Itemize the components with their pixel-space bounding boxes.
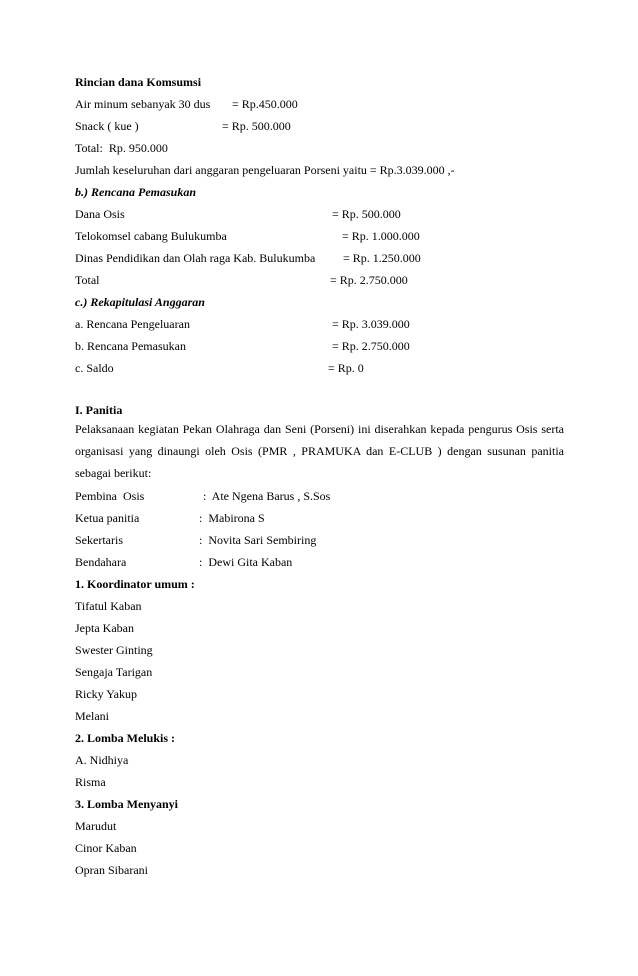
pemasukan-item-value: = Rp. 1.250.000 [343,251,421,265]
list-item: Cinor Kaban [75,841,137,855]
list-item: Tifatul Kaban [75,599,142,613]
pemasukan-heading: b.) Rencana Pemasukan [75,185,197,199]
list-item: A. Nidhiya [75,753,129,767]
pemasukan-item-label: Telokomsel cabang Bulukumba [75,229,227,243]
pemasukan-total-label: Total [75,273,100,287]
list-item: Jepta Kaban [75,621,134,635]
role-name: : Dewi Gita Kaban [199,555,293,569]
konsumsi-heading: Rincian dana Komsumsi [75,75,202,89]
role-label: Pembina Osis [75,489,145,503]
role-name: : Mabirona S [199,511,265,525]
role-name: : Novita Sari Sembiring [199,533,317,547]
rekap-heading: c.) Rekapitulasi Anggaran [75,295,205,309]
menyanyi-heading: 3. Lomba Menyanyi [75,797,179,811]
list-item: Swester Ginting [75,643,153,657]
rekap-item-label: c. Saldo [75,361,114,375]
koordinator-heading: 1. Koordinator umum : [75,577,195,591]
pemasukan-item-value: = Rp. 1.000.000 [342,229,420,243]
rekap-item-value: = Rp. 3.039.000 [332,317,410,331]
melukis-heading: 2. Lomba Melukis : [75,731,176,745]
role-name: : Ate Ngena Barus , S.Sos [203,489,331,503]
role-label: Bendahara [75,555,127,569]
list-item: Ricky Yakup [75,687,138,701]
rekap-item-value: = Rp. 0 [328,361,364,375]
rekap-item-label: b. Rencana Pemasukan [75,339,186,353]
pemasukan-item-value: = Rp. 500.000 [332,207,401,221]
konsumsi-item-label: Snack ( kue ) [75,119,139,133]
list-item: Marudut [75,819,117,833]
rekap-item-value: = Rp. 2.750.000 [332,339,410,353]
konsumsi-item-value: = Rp. 500.000 [222,119,291,133]
rekap-item-label: a. Rencana Pengeluaran [75,317,190,331]
konsumsi-summary: Jumlah keseluruhan dari anggaran pengeluaran Porseni yaitu = Rp.3.039.000 ,- [75,163,455,177]
pemasukan-total-value: = Rp. 2.750.000 [330,273,408,287]
konsumsi-total: Total: Rp. 950.000 [75,141,168,155]
list-item: Opran Sibarani [75,863,148,877]
role-label: Ketua panitia [75,511,140,525]
panitia-paragraph: Pelaksanaan kegiatan Pekan Olahraga dan Seni (Porseni) ini diserahkan kepada pengurus Osis serta organisasi yang dinaungi oleh Osis (PMR , PRAMUKA dan E-CLUB ) dengan susunan panitia sebagai berikut: [75,422,564,480]
list-item: Risma [75,775,106,789]
konsumsi-item-label: Air minum sebanyak 30 dus [75,97,211,111]
pemasukan-item-label: Dinas Pendidikan dan Olah raga Kab. Bulukumba [75,251,316,265]
role-label: Sekertaris [75,533,123,547]
konsumsi-item-value: = Rp.450.000 [232,97,298,111]
list-item: Melani [75,709,109,723]
pemasukan-item-label: Dana Osis [75,207,125,221]
list-item: Sengaja Tarigan [75,665,153,679]
panitia-heading: I. Panitia [75,403,123,417]
